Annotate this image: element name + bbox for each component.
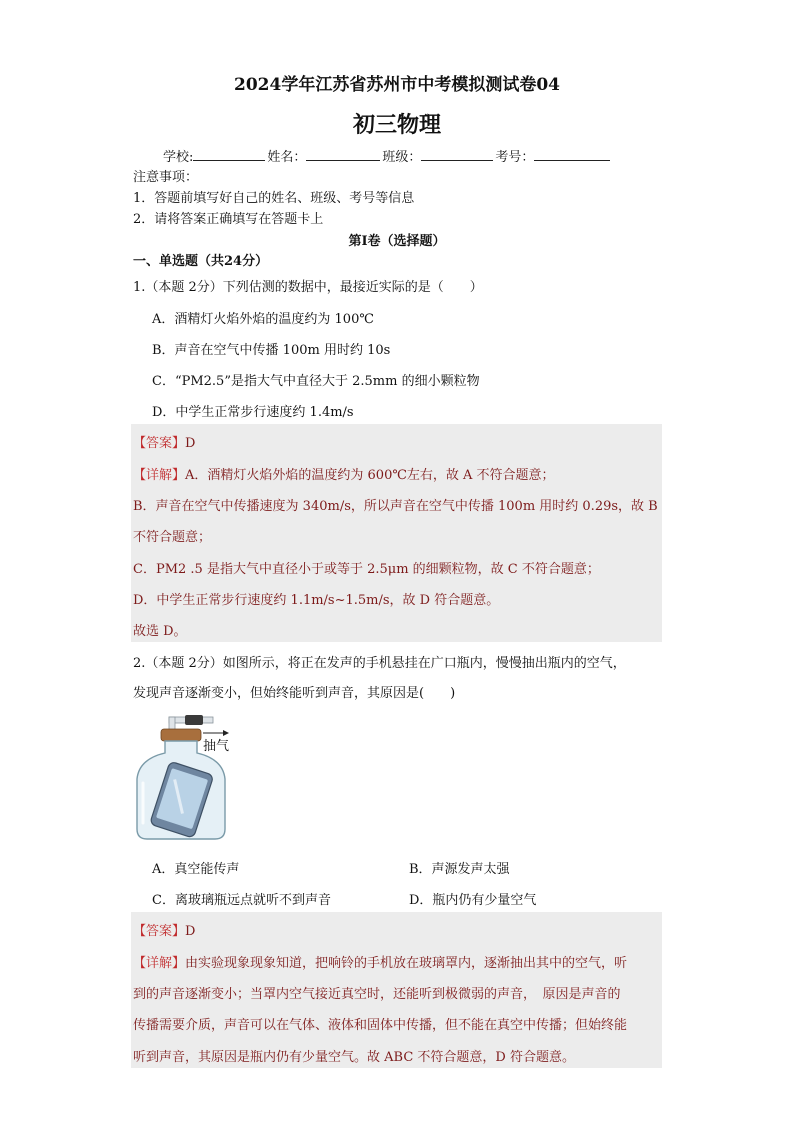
class-label: 班级： [382, 150, 422, 165]
name-blank[interactable] [306, 148, 380, 161]
bottle-phone-illustration [131, 713, 241, 843]
question-1-option-d: D．中学生正常步行速度约 1.4m/s [152, 405, 354, 420]
question-2-option-a: A．真空能传声 [152, 862, 240, 877]
answer-value: D [185, 436, 196, 451]
answer-label: 【答案】 [133, 436, 186, 451]
detail-text: D．中学生正常步行速度约 1.1m/s~1.5m/s，故 D 符合题意。 [133, 593, 500, 608]
detail-text: 到的声音逐渐变小；当罩内空气接近真空时，还能听到极微弱的声音， 原因是声音的 [133, 987, 621, 1002]
detail-text: 听到声音，其原因是瓶内仍有少量空气。故 ABC 不符合题意，D 符合题意。 [133, 1050, 575, 1065]
answer-line [133, 920, 195, 939]
detail-text: 不符合题意； [133, 530, 212, 545]
part-heading: 一、单选题（共24分） [133, 254, 269, 269]
notice-item: 2．请将答案正确填写在答题卡上 [133, 212, 324, 227]
detail-line [133, 952, 627, 971]
school-blank[interactable] [193, 148, 265, 161]
question-1-option-c: C．“PM2.5”是指大气中直径大于 2.5mm 的细小颗粒物 [152, 374, 480, 389]
detail-text: 故选 D。 [133, 624, 187, 639]
name-label: 姓名： [267, 150, 307, 165]
question-1-option-b: B．声音在空气中传播 100m 用时约 10s [152, 343, 391, 358]
detail-text: B．声音在空气中传播速度为 340m/s，所以声音在空气中传播 100m 用时约 0.29s，故 B [133, 499, 658, 514]
question-2-option-c: C．离玻璃瓶远点就听不到声音 [152, 893, 331, 908]
question-2-option-b: B．声源发声太强 [409, 862, 510, 877]
question-2-stem: 发现声音逐渐变小，但始终能听到声音，其原因是( ) [133, 686, 456, 701]
detail-text: A．酒精灯火焰外焰的温度约为 600℃左右，故 A 不符合题意； [185, 468, 555, 483]
section-title: 第I卷（选择题） [348, 234, 446, 249]
detail-text: 由实验现象现象知道，把响铃的手机放在玻璃罩内，逐渐抽出其中的空气，听 [185, 956, 628, 971]
answer-value: D [185, 924, 196, 939]
student-info-fields [163, 146, 612, 165]
bottle-cork [161, 729, 201, 741]
question-1-stem: 1.（本题 2分）下列估测的数据中，最接近实际的是（ ） [133, 280, 483, 295]
notice-item: 1．答题前填写好自己的姓名、班级、考号等信息 [133, 191, 415, 206]
class-blank[interactable] [421, 148, 493, 161]
pipe-clamp [185, 715, 203, 725]
exam-subject: 初三物理 [352, 112, 441, 138]
bottle-figure [131, 713, 241, 843]
question-2-answer-box [131, 912, 662, 1068]
notice-heading: 注意事项： [133, 170, 199, 185]
question-1-option-a: A．酒精灯火焰外焰的温度约为 100℃ [152, 312, 374, 327]
question-2-option-d: D．瓶内仍有少量空气 [409, 893, 537, 908]
exam-no-blank[interactable] [534, 148, 610, 161]
school-label: 学校: [163, 150, 194, 165]
exam-title: 2024学年江苏省苏州市中考模拟测试卷04 [234, 75, 560, 95]
detail-label: 【详解】 [133, 468, 186, 483]
answer-label: 【答案】 [133, 924, 186, 939]
detail-line [133, 464, 555, 483]
answer-line [133, 432, 195, 451]
figure-label-pump: 抽气 [203, 739, 230, 754]
detail-text: C．PM2 .5 是指大气中直径小于或等于 2.5μm 的细颗粒物，故 C 不符合题意； [133, 562, 600, 577]
detail-label: 【详解】 [133, 956, 186, 971]
question-2-stem: 2.（本题 2分）如图所示，将正在发声的手机悬挂在广口瓶内，慢慢抽出瓶内的空气， [133, 656, 626, 671]
detail-text: 传播需要介质，声音可以在气体、液体和固体中传播，但不能在真空中传播；但始终能 [133, 1018, 628, 1033]
question-1-answer-box [131, 424, 662, 642]
exam-no-label: 考号： [495, 150, 535, 165]
